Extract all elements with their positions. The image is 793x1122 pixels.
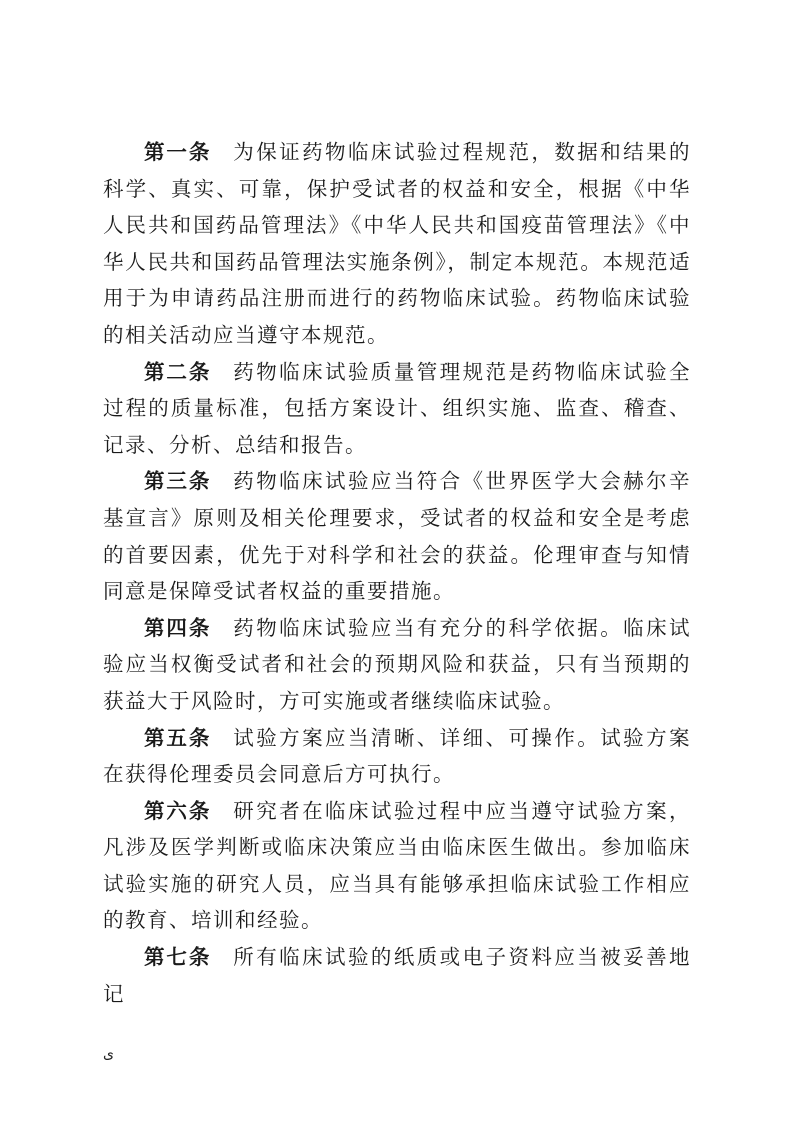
article-text: 药物临床试验质量管理规范是药物临床试验全过程的质量标准，包括方案设计、组织实施、监查、稽查、记录、分析、总结和报告。 <box>103 359 692 457</box>
article-text: 研究者在临床试验过程中应当遵守试验方案，凡涉及医学判断或临床决策应当由临床医生做出。参加临床试验实施的研究人员，应当具有能够承担临床试验工作相应的教育、培训和经验。 <box>103 798 692 933</box>
article-text: 药物临床试验应当符合《世界医学大会赫尔辛基宣言》原则及相关伦理要求，受试者的权益和安全是考虑的首要因素，优先于对科学和社会的获益。伦理审查与知情同意是保障受试者权益的重要措施。 <box>103 469 692 604</box>
article-7 <box>103 939 691 1012</box>
article-6 <box>103 793 691 939</box>
article-4 <box>103 610 691 720</box>
article-2 <box>103 354 691 464</box>
article-number: 第七条 <box>144 945 212 970</box>
article-number: 第五条 <box>144 725 212 750</box>
article-number: 第六条 <box>144 798 212 823</box>
article-3 <box>103 463 691 609</box>
article-number: 第三条 <box>144 469 212 494</box>
regulation-body <box>103 134 691 1012</box>
article-text: 为保证药物临床试验过程规范，数据和结果的科学、真实、可靠，保护受试者的权益和安全，根据《中华人民共和国药品管理法》《中华人民共和国疫苗管理法》《中华人民共和国药品管理法实施条例》，制定本规范。本规范适用于为申请药品注册而进行的药物临床试验。药物临床试验的相关活动应当遵守本规范。 <box>103 140 692 347</box>
article-1 <box>103 134 691 354</box>
article-number: 第二条 <box>144 359 212 384</box>
article-5 <box>103 720 691 793</box>
article-text: 药物临床试验应当有充分的科学依据。临床试验应当权衡受试者和社会的预期风险和获益，只有当预期的获益大于风险时，方可实施或者继续临床试验。 <box>103 615 692 713</box>
article-number: 第四条 <box>144 615 212 640</box>
article-text: 所有临床试验的纸质或电子资料应当被妥善地记 <box>103 945 692 1006</box>
page-number-mark: ى <box>103 1046 114 1062</box>
article-number: 第一条 <box>144 140 212 164</box>
article-text: 试验方案应当清晰、详细、可操作。试验方案在获得伦理委员会同意后方可执行。 <box>103 725 692 787</box>
